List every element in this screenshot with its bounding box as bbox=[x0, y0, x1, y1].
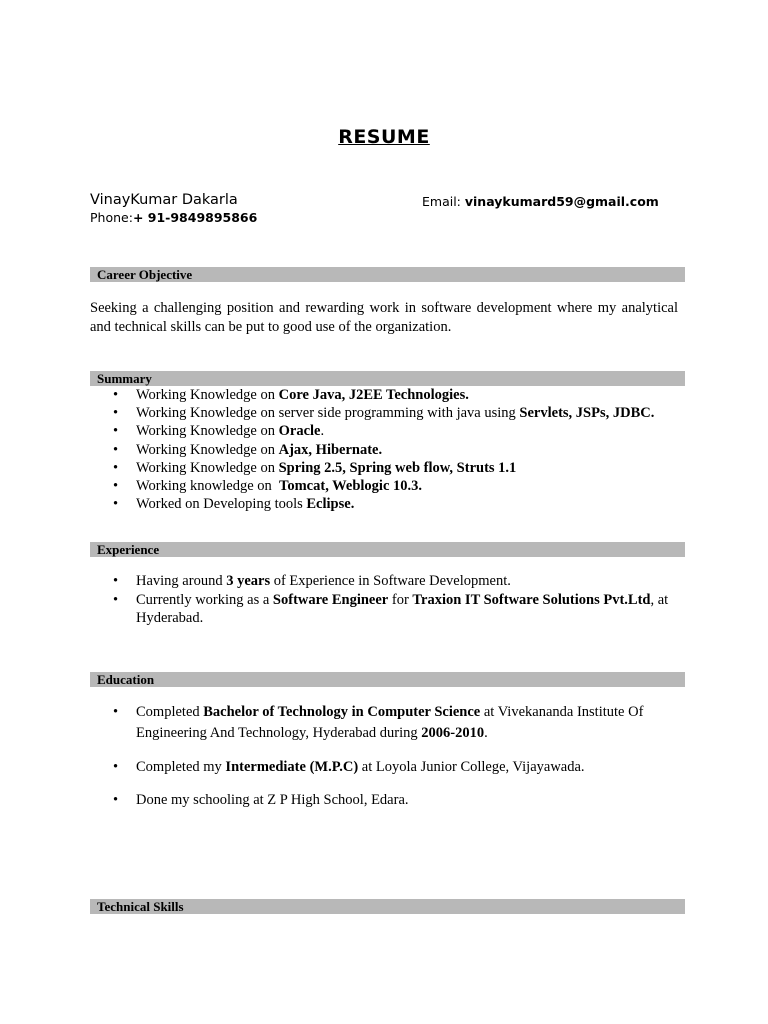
list-item: • Worked on Developing tools Eclipse. bbox=[90, 495, 690, 513]
summary-list bbox=[90, 386, 690, 513]
education-list-container-3 bbox=[90, 790, 680, 811]
phone-number: + 91-9849895866 bbox=[132, 210, 258, 225]
education-list bbox=[90, 702, 680, 744]
list-item: • Completed Bachelor of Technology in Computer Science at Vivekananda Institute Of Engineering And Technology, Hyderabad during 2006-2010. bbox=[90, 702, 680, 744]
education-list-3 bbox=[90, 790, 680, 811]
list-item: • Working Knowledge on server side programming with java using Servlets, JSPs, JDBC. bbox=[90, 404, 690, 422]
phone-label: Phone: bbox=[90, 210, 133, 225]
technical-skills-heading: Technical Skills bbox=[90, 899, 685, 914]
education-list-container bbox=[90, 702, 680, 744]
education-list-2 bbox=[90, 757, 680, 778]
experience-list-container bbox=[90, 572, 680, 628]
experience-heading: Experience bbox=[90, 542, 685, 557]
list-item: • Working Knowledge on Ajax, Hibernate. bbox=[90, 441, 690, 459]
career-objective-text: Seeking a challenging position and rewarding work in software development where my analytical and technical skills can be put to good use of the organization. bbox=[90, 300, 678, 335]
summary-heading: Summary bbox=[90, 371, 685, 386]
list-item: • Completed my Intermediate (M.P.C) at Loyola Junior College, Vijayawada. bbox=[90, 757, 680, 778]
education-list-container-2 bbox=[90, 757, 680, 778]
list-item: • Working Knowledge on Core Java, J2EE Technologies. bbox=[90, 386, 690, 404]
list-item: • Done my schooling at Z P High School, Edara. bbox=[90, 790, 680, 811]
candidate-name: VinayKumar Dakarla bbox=[90, 192, 238, 208]
experience-list bbox=[90, 572, 680, 628]
list-item: • Currently working as a Software Engineer for Traxion IT Software Solutions Pvt.Ltd, at Hyderabad. bbox=[90, 591, 680, 628]
email-address: vinaykumard59@gmail.com bbox=[464, 194, 659, 209]
page-title: RESUME bbox=[338, 126, 430, 148]
education-heading: Education bbox=[90, 672, 685, 687]
email-label: Email: bbox=[422, 194, 465, 209]
email-line bbox=[422, 194, 659, 209]
list-item: • Having around 3 years of Experience in Software Development. bbox=[90, 572, 680, 591]
list-item: • Working Knowledge on Spring 2.5, Spring web flow, Struts 1.1 bbox=[90, 459, 690, 477]
summary-list-container bbox=[90, 386, 690, 513]
career-objective-heading: Career Objective bbox=[90, 267, 685, 282]
list-item: • Working Knowledge on Oracle. bbox=[90, 422, 690, 440]
phone-line bbox=[90, 210, 257, 225]
list-item: • Working knowledge on Tomcat, Weblogic 10.3. bbox=[90, 477, 690, 495]
